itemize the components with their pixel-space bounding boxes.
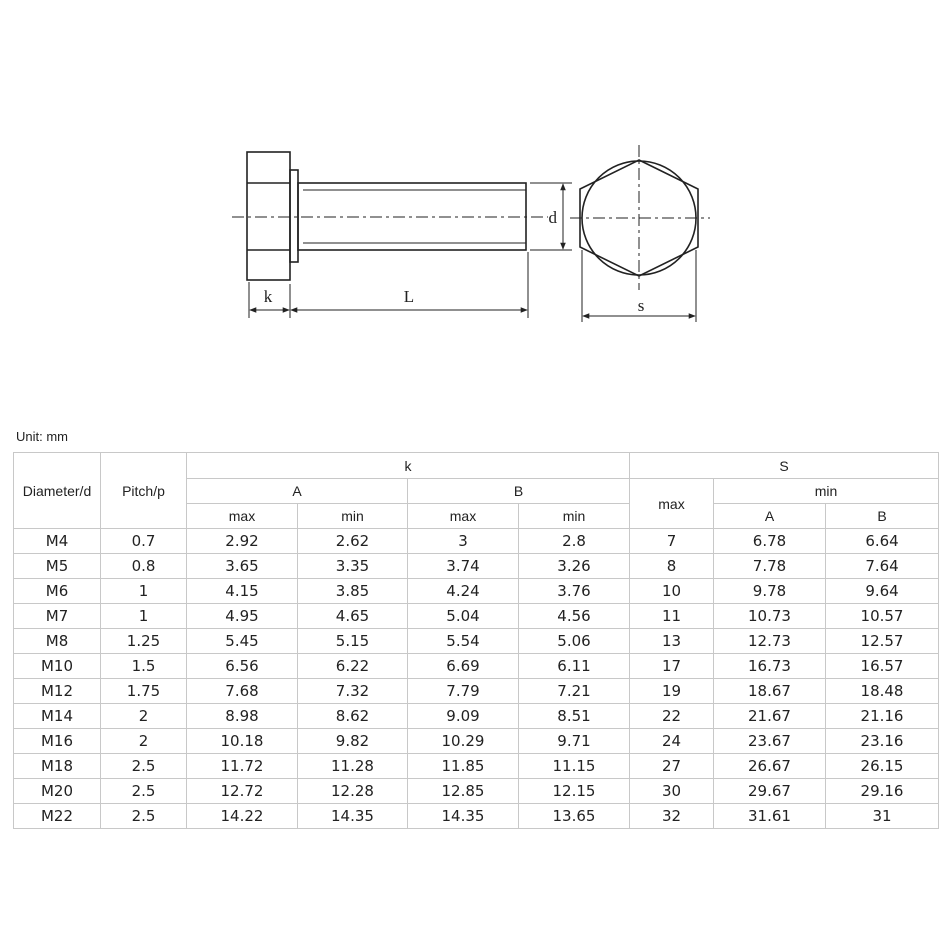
cell-s-min-a: 18.67 bbox=[714, 679, 826, 704]
cell-pitch: 1.5 bbox=[101, 654, 187, 679]
cell-pitch: 1 bbox=[101, 579, 187, 604]
cell-k-b-min: 4.56 bbox=[519, 604, 630, 629]
cell-k-a-min: 11.28 bbox=[298, 754, 408, 779]
cell-pitch: 2.5 bbox=[101, 754, 187, 779]
cell-s-max: 17 bbox=[630, 654, 714, 679]
cell-s-max: 32 bbox=[630, 804, 714, 829]
cell-diameter: M20 bbox=[14, 779, 101, 804]
cell-k-a-max: 8.98 bbox=[187, 704, 298, 729]
header-diameter: Diameter/d bbox=[14, 453, 101, 529]
table-row bbox=[14, 729, 939, 754]
cell-k-b-min: 13.65 bbox=[519, 804, 630, 829]
cell-s-min-b: 18.48 bbox=[826, 679, 939, 704]
cell-k-b-max: 11.85 bbox=[408, 754, 519, 779]
cell-k-a-max: 10.18 bbox=[187, 729, 298, 754]
s-dimension-label: s bbox=[637, 296, 645, 315]
cell-pitch: 1.75 bbox=[101, 679, 187, 704]
cell-s-min-a: 21.67 bbox=[714, 704, 826, 729]
unit-label: Unit: mm bbox=[16, 429, 68, 444]
cell-diameter: M18 bbox=[14, 754, 101, 779]
cell-k-a-min: 3.85 bbox=[298, 579, 408, 604]
table-row bbox=[14, 529, 939, 554]
cell-k-a-min: 4.65 bbox=[298, 604, 408, 629]
cell-pitch: 1.25 bbox=[101, 629, 187, 654]
cell-k-b-min: 12.15 bbox=[519, 779, 630, 804]
header-k-b-max: max bbox=[408, 504, 519, 529]
cell-k-b-max: 3.74 bbox=[408, 554, 519, 579]
table-row bbox=[14, 779, 939, 804]
cell-k-b-max: 10.29 bbox=[408, 729, 519, 754]
cell-diameter: M16 bbox=[14, 729, 101, 754]
cell-s-min-b: 29.16 bbox=[826, 779, 939, 804]
cell-diameter: M8 bbox=[14, 629, 101, 654]
cell-s-max: 7 bbox=[630, 529, 714, 554]
cell-s-min-a: 10.73 bbox=[714, 604, 826, 629]
cell-s-min-b: 26.15 bbox=[826, 754, 939, 779]
cell-diameter: M7 bbox=[14, 604, 101, 629]
cell-s-min-a: 12.73 bbox=[714, 629, 826, 654]
cell-diameter: M10 bbox=[14, 654, 101, 679]
table-row bbox=[14, 804, 939, 829]
cell-diameter: M5 bbox=[14, 554, 101, 579]
cell-k-b-max: 5.54 bbox=[408, 629, 519, 654]
table-row bbox=[14, 679, 939, 704]
cell-k-b-max: 14.35 bbox=[408, 804, 519, 829]
cell-k-a-min: 12.28 bbox=[298, 779, 408, 804]
cell-s-min-b: 6.64 bbox=[826, 529, 939, 554]
cell-k-a-max: 3.65 bbox=[187, 554, 298, 579]
cell-k-a-min: 6.22 bbox=[298, 654, 408, 679]
cell-s-min-a: 26.67 bbox=[714, 754, 826, 779]
cell-pitch: 2.5 bbox=[101, 779, 187, 804]
cell-k-a-min: 8.62 bbox=[298, 704, 408, 729]
cell-pitch: 0.7 bbox=[101, 529, 187, 554]
cell-s-min-b: 23.16 bbox=[826, 729, 939, 754]
cell-diameter: M22 bbox=[14, 804, 101, 829]
cell-k-b-max: 9.09 bbox=[408, 704, 519, 729]
bolt-head-side bbox=[247, 152, 290, 280]
header-k-b: B bbox=[408, 479, 630, 504]
cell-k-a-max: 4.95 bbox=[187, 604, 298, 629]
cell-s-min-a: 23.67 bbox=[714, 729, 826, 754]
cell-s-min-b: 16.57 bbox=[826, 654, 939, 679]
cell-s-max: 13 bbox=[630, 629, 714, 654]
cell-s-min-a: 29.67 bbox=[714, 779, 826, 804]
table-row bbox=[14, 754, 939, 779]
cell-s-max: 8 bbox=[630, 554, 714, 579]
cell-diameter: M12 bbox=[14, 679, 101, 704]
cell-k-b-min: 9.71 bbox=[519, 729, 630, 754]
bolt-spec-table bbox=[13, 452, 939, 829]
header-k-a-min: min bbox=[298, 504, 408, 529]
cell-s-min-b: 7.64 bbox=[826, 554, 939, 579]
cell-k-a-max: 5.45 bbox=[187, 629, 298, 654]
cell-k-b-max: 5.04 bbox=[408, 604, 519, 629]
header-pitch: Pitch/p bbox=[101, 453, 187, 529]
cell-k-b-min: 2.8 bbox=[519, 529, 630, 554]
cell-s-max: 11 bbox=[630, 604, 714, 629]
header-k: k bbox=[187, 453, 630, 479]
table-row bbox=[14, 579, 939, 604]
cell-k-a-min: 2.62 bbox=[298, 529, 408, 554]
header-k-b-min: min bbox=[519, 504, 630, 529]
cell-k-a-max: 6.56 bbox=[187, 654, 298, 679]
cell-k-a-min: 7.32 bbox=[298, 679, 408, 704]
cell-k-a-max: 2.92 bbox=[187, 529, 298, 554]
cell-diameter: M4 bbox=[14, 529, 101, 554]
cell-s-min-a: 7.78 bbox=[714, 554, 826, 579]
cell-diameter: M14 bbox=[14, 704, 101, 729]
cell-pitch: 2 bbox=[101, 704, 187, 729]
cell-k-b-min: 5.06 bbox=[519, 629, 630, 654]
k-dimension-label: k bbox=[263, 287, 273, 306]
header-s-min-a: A bbox=[714, 504, 826, 529]
cell-pitch: 0.8 bbox=[101, 554, 187, 579]
cell-s-min-a: 9.78 bbox=[714, 579, 826, 604]
cell-diameter: M6 bbox=[14, 579, 101, 604]
cell-k-a-min: 14.35 bbox=[298, 804, 408, 829]
cell-s-min-b: 10.57 bbox=[826, 604, 939, 629]
cell-s-max: 10 bbox=[630, 579, 714, 604]
cell-s-min-b: 12.57 bbox=[826, 629, 939, 654]
cell-k-b-min: 3.26 bbox=[519, 554, 630, 579]
cell-k-b-max: 4.24 bbox=[408, 579, 519, 604]
cell-k-b-max: 6.69 bbox=[408, 654, 519, 679]
table-body bbox=[14, 529, 939, 829]
header-k-a: A bbox=[187, 479, 408, 504]
diameter-dimension-label: d bbox=[548, 208, 557, 227]
cell-s-max: 27 bbox=[630, 754, 714, 779]
cell-k-b-min: 8.51 bbox=[519, 704, 630, 729]
table-row bbox=[14, 604, 939, 629]
cell-k-b-min: 6.11 bbox=[519, 654, 630, 679]
cell-k-a-max: 12.72 bbox=[187, 779, 298, 804]
cell-k-a-max: 14.22 bbox=[187, 804, 298, 829]
cell-k-b-min: 11.15 bbox=[519, 754, 630, 779]
header-s-min-b: B bbox=[826, 504, 939, 529]
cell-k-b-max: 7.79 bbox=[408, 679, 519, 704]
table-row bbox=[14, 629, 939, 654]
cell-pitch: 1 bbox=[101, 604, 187, 629]
table-row bbox=[14, 704, 939, 729]
cell-s-max: 22 bbox=[630, 704, 714, 729]
cell-k-b-min: 3.76 bbox=[519, 579, 630, 604]
header-k-a-max: max bbox=[187, 504, 298, 529]
header-s: S bbox=[630, 453, 939, 479]
cell-s-max: 19 bbox=[630, 679, 714, 704]
cell-s-min-a: 31.61 bbox=[714, 804, 826, 829]
cell-s-min-b: 31 bbox=[826, 804, 939, 829]
cell-k-a-max: 11.72 bbox=[187, 754, 298, 779]
cell-s-min-a: 6.78 bbox=[714, 529, 826, 554]
length-dimension-label: L bbox=[403, 287, 415, 306]
cell-k-a-min: 3.35 bbox=[298, 554, 408, 579]
cell-pitch: 2 bbox=[101, 729, 187, 754]
cell-s-max: 30 bbox=[630, 779, 714, 804]
cell-s-max: 24 bbox=[630, 729, 714, 754]
cell-k-a-min: 9.82 bbox=[298, 729, 408, 754]
cell-s-min-b: 21.16 bbox=[826, 704, 939, 729]
cell-pitch: 2.5 bbox=[101, 804, 187, 829]
header-s-min: min bbox=[714, 479, 939, 504]
table-row bbox=[14, 654, 939, 679]
cell-k-a-max: 4.15 bbox=[187, 579, 298, 604]
cell-s-min-a: 16.73 bbox=[714, 654, 826, 679]
table-row bbox=[14, 554, 939, 579]
cell-k-b-min: 7.21 bbox=[519, 679, 630, 704]
cell-k-b-max: 12.85 bbox=[408, 779, 519, 804]
header-s-max: max bbox=[630, 479, 714, 529]
cell-k-a-min: 5.15 bbox=[298, 629, 408, 654]
bolt-technical-drawing bbox=[0, 0, 950, 400]
cell-s-min-b: 9.64 bbox=[826, 579, 939, 604]
cell-k-b-max: 3 bbox=[408, 529, 519, 554]
cell-k-a-max: 7.68 bbox=[187, 679, 298, 704]
